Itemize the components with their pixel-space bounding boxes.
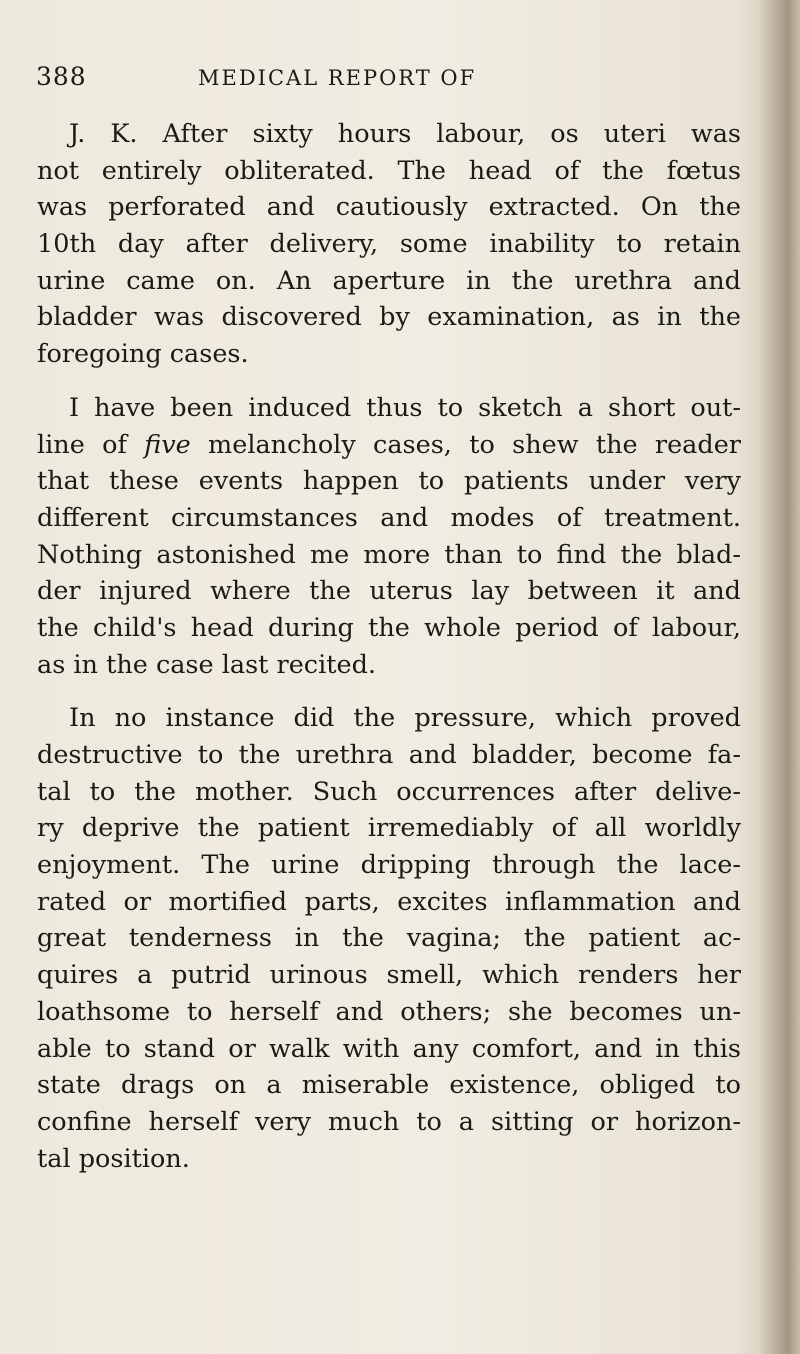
text-line: bladder was discovered by examination, as in the xyxy=(37,302,741,333)
page-edge-shadow xyxy=(758,0,800,1354)
italic-word: five xyxy=(144,429,191,460)
paragraph xyxy=(37,700,741,1177)
text-line: that these events happen to patients under very xyxy=(37,466,741,497)
text-line: foregoing cases. xyxy=(37,339,249,370)
text-line: tal position. xyxy=(37,1143,190,1174)
paragraph-gap xyxy=(37,373,741,390)
text-line: loathsome to herself and others; she becomes un- xyxy=(37,996,741,1027)
page-number: 388 xyxy=(36,62,87,91)
text-line: not entirely obliterated. The head of the fœtus xyxy=(37,155,741,186)
paragraph-gap xyxy=(37,683,741,700)
text-line: rated or mortified parts, excites inflammation and xyxy=(37,886,741,917)
paragraph xyxy=(37,116,741,373)
text-line: Nothing astonished me more than to find the blad- xyxy=(37,539,741,570)
paragraph xyxy=(37,390,741,684)
text-line: quires a putrid urinous smell, which renders her xyxy=(37,960,741,991)
running-head xyxy=(0,62,800,102)
text-line: great tenderness in the vagina; the patient ac- xyxy=(37,923,741,954)
text-line: confine herself very much to a sitting or horizon- xyxy=(37,1106,741,1137)
text-line: state drags on a miserable existence, obliged to xyxy=(37,1070,741,1101)
text-line: In no instance did the pressure, which proved xyxy=(69,703,741,734)
text-line: destructive to the urethra and bladder, become fa- xyxy=(37,740,741,770)
body-text xyxy=(37,116,741,1177)
text-line: was perforated and cautiously extracted. On the xyxy=(37,192,741,223)
text-line: the child's head during the whole period of labour, xyxy=(37,612,741,643)
text-line: able to stand or walk with any comfort, and in this xyxy=(37,1033,741,1064)
text-line: 10th day after delivery, some inability to retain xyxy=(37,229,741,260)
text-line-with-italic: line of five melancholy cases, to shew the reader xyxy=(37,429,741,460)
text-line: as in the case last recited. xyxy=(37,649,376,680)
text-line: enjoyment. The urine dripping through the lace- xyxy=(37,850,741,881)
text-line: der injured where the uterus lay between it and xyxy=(37,576,741,607)
text-line: different circumstances and modes of treatment. xyxy=(37,502,741,533)
text-line: J. K. After sixty hours labour, os uteri was xyxy=(69,119,741,149)
text-line: I have been induced thus to sketch a short out- xyxy=(69,392,741,423)
text-line: urine came on. An aperture in the urethra and xyxy=(37,265,741,296)
running-title: MEDICAL REPORT OF xyxy=(198,66,477,90)
text-line: ry deprive the patient irremediably of all worldly xyxy=(37,813,741,844)
text-line: tal to the mother. Such occurrences after delive- xyxy=(37,776,741,807)
